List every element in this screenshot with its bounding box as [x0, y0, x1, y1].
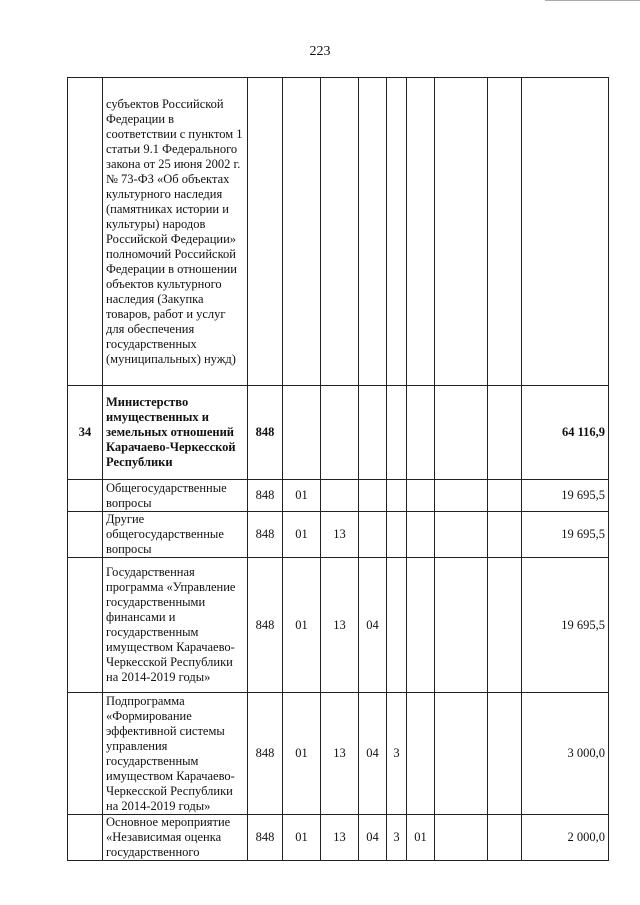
row-name: Основное мероприятие «Независимая оценка государственного [103, 815, 248, 861]
row-number: 34 [68, 386, 103, 480]
cs-code-1 [359, 78, 387, 386]
cs-code-1: 04 [359, 558, 387, 693]
rz-code: 01 [283, 480, 321, 512]
amount: 2 000,0 [522, 815, 609, 861]
rz-code [283, 386, 321, 480]
cs-code-2 [387, 558, 407, 693]
cs-code-2 [387, 480, 407, 512]
pr-code [321, 386, 359, 480]
table-row [68, 512, 609, 558]
cs-code-3 [407, 480, 435, 512]
pr-code [321, 480, 359, 512]
ved-code [248, 78, 283, 386]
pr-code: 13 [321, 558, 359, 693]
row-number [68, 558, 103, 693]
vr-code [488, 386, 522, 480]
ved-code: 848 [248, 480, 283, 512]
cs-code-4 [435, 558, 488, 693]
cs-code-4 [435, 480, 488, 512]
amount: 3 000,0 [522, 693, 609, 815]
ved-code: 848 [248, 558, 283, 693]
cs-code-1 [359, 480, 387, 512]
row-number [68, 815, 103, 861]
scan-edge-mark [545, 0, 640, 11]
table-row [68, 386, 609, 480]
cs-code-3 [407, 386, 435, 480]
cs-code-2 [387, 386, 407, 480]
row-name: Государственная программа «Управление государственными финансами и государственным имуществом Карачаево-Черкесской Республики на 2014-2019 годы» [103, 558, 248, 693]
vr-code [488, 512, 522, 558]
pr-code: 13 [321, 512, 359, 558]
table-row [68, 78, 609, 386]
table-row [68, 558, 609, 693]
cs-code-3 [407, 512, 435, 558]
cs-code-1: 04 [359, 693, 387, 815]
ved-code: 848 [248, 693, 283, 815]
rz-code [283, 78, 321, 386]
amount: 19 695,5 [522, 558, 609, 693]
budget-table [67, 77, 609, 861]
cs-code-2: 3 [387, 815, 407, 861]
ved-code: 848 [248, 512, 283, 558]
row-name: субъектов Российской Федерации в соответствии с пунктом 1 статьи 9.1 Федерального закона от 25 июня 2002 г. № 73-ФЗ «Об объектах культурного наследия (памятниках истории и культуры) народов Российской Федерации» полномочий Российской Федерации в отношении объектов культурного наследия (Закупка товаров, работ и услуг для обеспечения государственных (муниципальных) нужд) [103, 78, 248, 386]
rz-code: 01 [283, 693, 321, 815]
cs-code-3 [407, 558, 435, 693]
rz-code: 01 [283, 558, 321, 693]
amount: 19 695,5 [522, 512, 609, 558]
amount: 64 116,9 [522, 386, 609, 480]
page-number: 223 [309, 44, 331, 59]
cs-code-4 [435, 815, 488, 861]
vr-code [488, 815, 522, 861]
cs-code-4 [435, 693, 488, 815]
table-row [68, 815, 609, 861]
table-row [68, 693, 609, 815]
row-number [68, 480, 103, 512]
row-number [68, 512, 103, 558]
cs-code-4 [435, 78, 488, 386]
cs-code-2 [387, 512, 407, 558]
rz-code: 01 [283, 815, 321, 861]
vr-code [488, 558, 522, 693]
row-name: Министерство имущественных и земельных отношений Карачаево-Черкесской Республики [103, 386, 248, 480]
cs-code-1 [359, 386, 387, 480]
cs-code-2: 3 [387, 693, 407, 815]
cs-code-1 [359, 512, 387, 558]
cs-code-4 [435, 512, 488, 558]
pr-code: 13 [321, 693, 359, 815]
row-number [68, 693, 103, 815]
row-number [68, 78, 103, 386]
row-name: Общегосударственные вопросы [103, 480, 248, 512]
cs-code-2 [387, 78, 407, 386]
cs-code-4 [435, 386, 488, 480]
ved-code: 848 [248, 386, 283, 480]
row-name: Подпрограмма «Формирование эффективной системы управления государственным имуществом Карачаево-Черкесской Республики на 2014-2019 годы» [103, 693, 248, 815]
ved-code: 848 [248, 815, 283, 861]
cs-code-3 [407, 693, 435, 815]
table-row [68, 480, 609, 512]
cs-code-1: 04 [359, 815, 387, 861]
pr-code [321, 78, 359, 386]
cs-code-3 [407, 78, 435, 386]
rz-code: 01 [283, 512, 321, 558]
amount: 19 695,5 [522, 480, 609, 512]
vr-code [488, 78, 522, 386]
cs-code-3: 01 [407, 815, 435, 861]
amount [522, 78, 609, 386]
pr-code: 13 [321, 815, 359, 861]
vr-code [488, 480, 522, 512]
row-name: Другие общегосударственные вопросы [103, 512, 248, 558]
vr-code [488, 693, 522, 815]
